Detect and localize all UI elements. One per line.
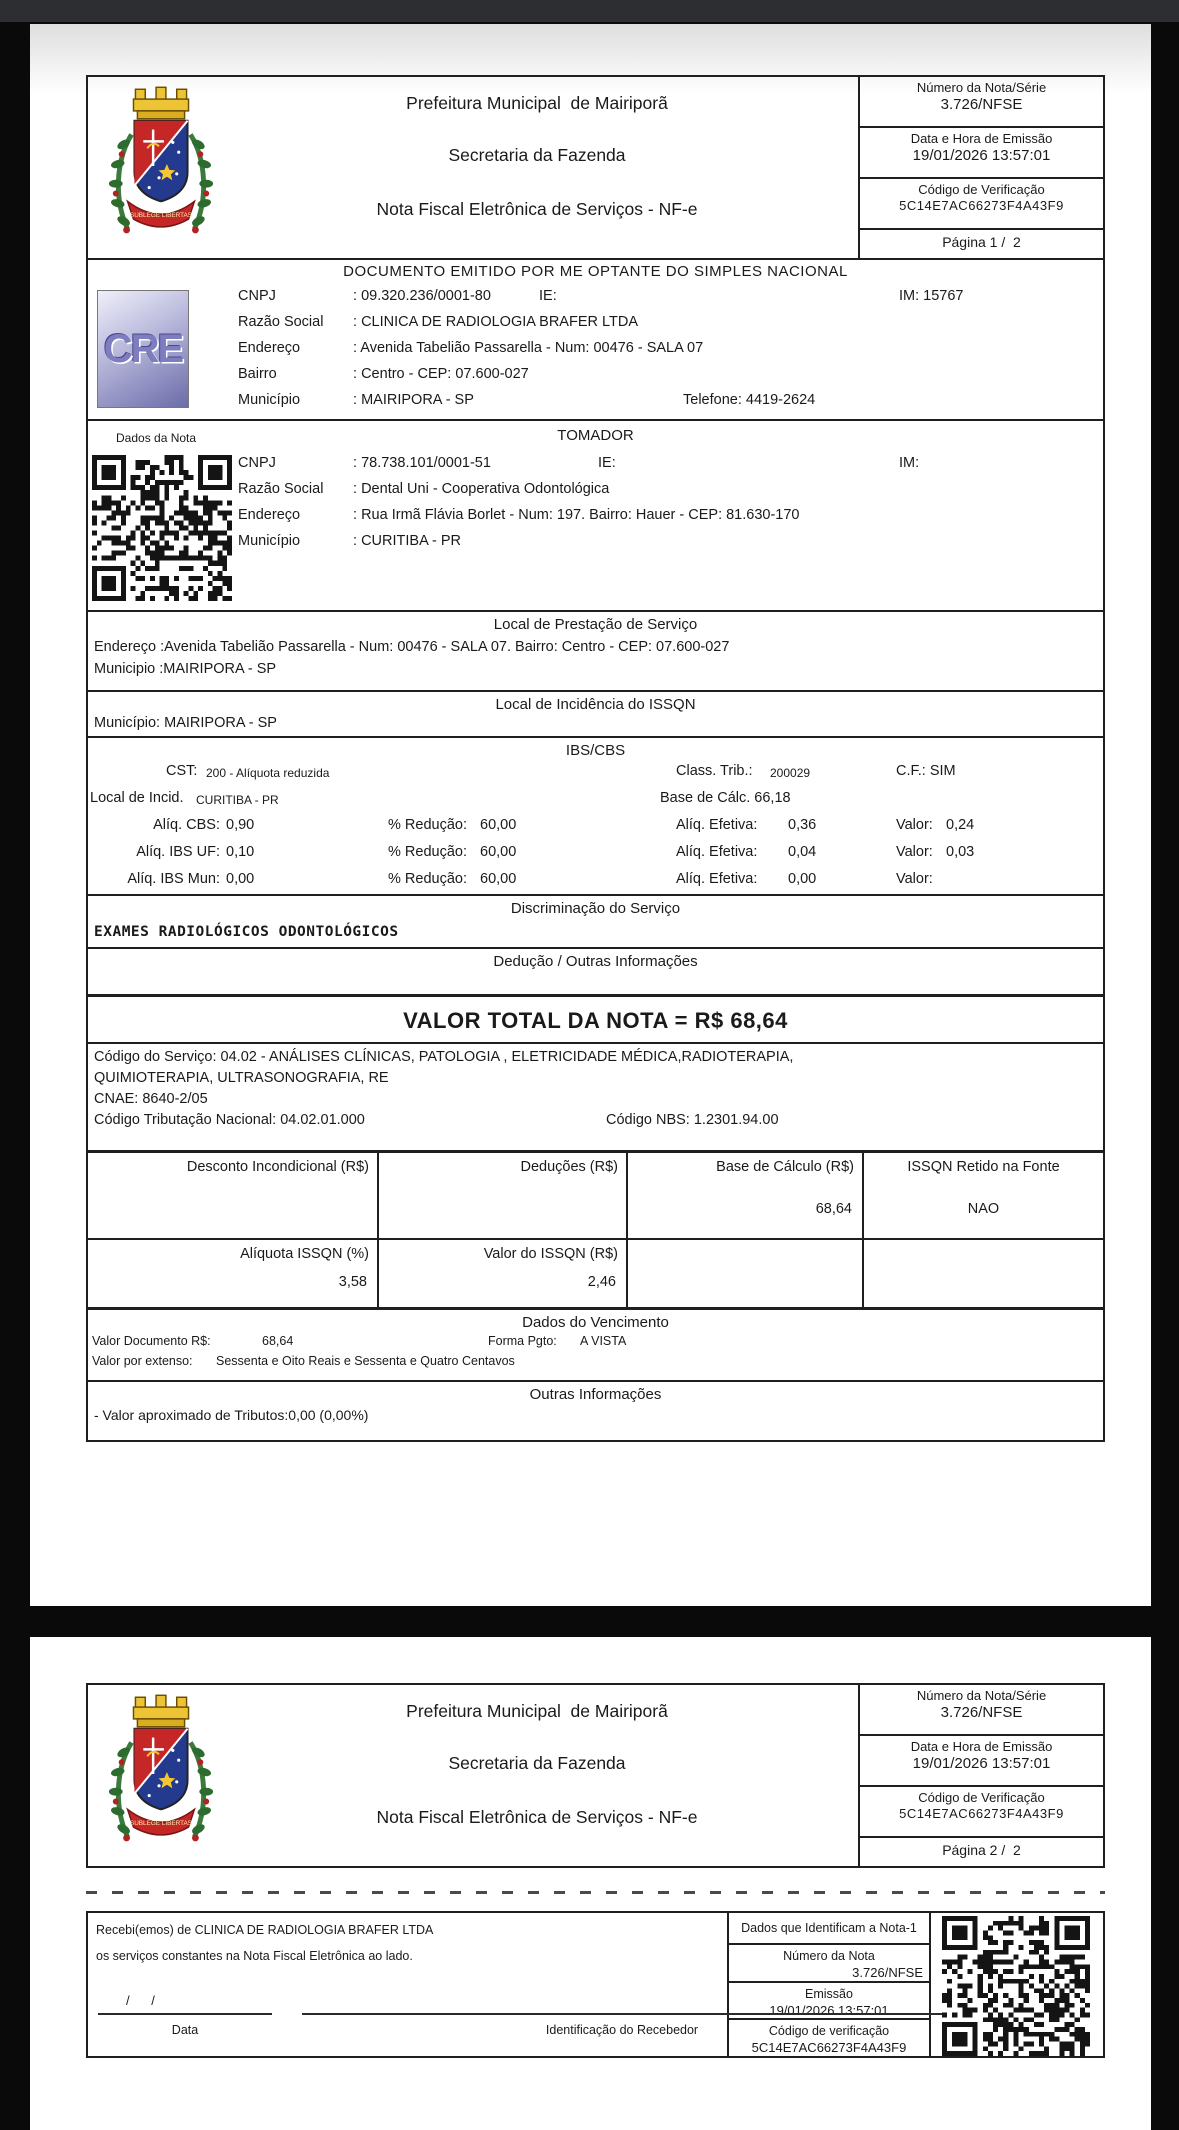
outras-title: Outras Informações — [529, 1386, 662, 1403]
section-discriminacao — [86, 894, 1105, 949]
municipal-crest-icon — [102, 83, 220, 245]
valor-documento-value: 68,64 — [262, 1334, 294, 1348]
page-indicator: Página 1 / 2 — [942, 234, 1021, 250]
provider-cnpj: : 09.320.236/0001-80 — [353, 288, 491, 304]
emission-label: Data e Hora de Emissão — [910, 1739, 1053, 1754]
reducao-value: 60,00 — [480, 817, 517, 833]
issuer-title: Prefeitura Municipal de Mairiporã — [406, 1701, 668, 1721]
cut-line — [86, 1891, 1105, 1894]
discriminacao-texto: EXAMES RADIOLÓGICOS ODONTOLÓGICOS — [94, 924, 399, 940]
incidencia-title: Local de Incidência do ISSQN — [495, 696, 696, 713]
totals-table — [86, 1150, 1105, 1240]
aliq-ibsmun-label: Alíq. IBS Mun: — [127, 871, 220, 887]
receipt-emissao: 19/01/2026 13:57:01 — [769, 2002, 889, 2018]
provider-endereco: : Avenida Tabelião Passarella - Num: 00476 - SALA 07 — [353, 340, 704, 356]
tomador-cnpj-label: CNPJ — [238, 455, 276, 471]
receipt-left — [88, 1913, 727, 2056]
receiver-signature-line — [302, 2013, 942, 2015]
date-signature-line — [98, 2013, 272, 2015]
prestacao-endereco: Endereço :Avenida Tabelião Passarella - Num: 00476 - SALA 07. Bairro: Centro - CEP: 07.600-027 — [94, 639, 730, 655]
section-local-prestacao — [86, 610, 1105, 692]
efetiva-value: 0,36 — [788, 817, 817, 833]
crest-motto: SUBLEGE LIBERTAS — [129, 212, 193, 220]
section-header-p2 — [86, 1683, 1105, 1868]
tributos-aproximados: - Valor aproximado de Tributos:0,00 (0,00%) — [94, 1407, 369, 1423]
issuer-title: Prefeitura Municipal de Mairiporã — [406, 93, 668, 113]
extenso-label: Valor por extenso: — [92, 1354, 193, 1368]
data-label: Data — [171, 2023, 199, 2037]
base-calculo-value: 68,64 — [815, 1201, 852, 1217]
valor-label: Valor: — [896, 871, 933, 887]
receipt-numero: 3.726/NFSE — [852, 1965, 923, 1980]
provider-logo — [97, 290, 189, 408]
cell-aliquota-issqn — [88, 1240, 377, 1307]
emission-datetime: 19/01/2026 13:57:01 — [912, 147, 1051, 164]
reducao-label: % Redução: — [388, 817, 467, 833]
valor-issqn-header: Valor do ISSQN (R$) — [483, 1246, 618, 1262]
codigo-servico-linha2: QUIMIOTERAPIA, ULTRASONOGRAFIA, RE — [94, 1070, 389, 1086]
reducao-label: % Redução: — [388, 844, 467, 860]
vencimento-title: Dados do Vencimento — [522, 1314, 669, 1331]
codigo-nbs: Código NBS: 1.2301.94.00 — [606, 1112, 779, 1128]
nota-qr-code — [92, 455, 232, 601]
document-page-1 — [30, 24, 1151, 1606]
recebi-linha1: Recebi(emos) de CLINICA DE RADIOLOGIA BRAFER LTDA — [96, 1923, 434, 1937]
section-codigo-servico — [86, 1042, 1105, 1152]
cf-value: C.F.: SIM — [896, 763, 956, 779]
provider-im: IM: 15767 — [899, 288, 964, 304]
aliq-ibsuf-value: 0,10 — [226, 844, 255, 860]
class-trib-label: Class. Trib.: — [676, 763, 753, 779]
incidencia-municipio: Município: MAIRIPORA - SP — [94, 715, 277, 731]
tomador-municipio-label: Município — [238, 533, 301, 549]
forma-pgto-value: A VISTA — [580, 1334, 627, 1348]
crest-motto: SUBLEGE LIBERTAS — [129, 1820, 193, 1828]
valor-label: Valor: — [896, 817, 933, 833]
date-slashes: / / — [126, 1993, 155, 2008]
prestacao-municipio: Municipio :MAIRIPORA - SP — [94, 661, 277, 677]
receipt-codigo-label: Código de verificação — [768, 2024, 890, 2039]
tomador-endereco-label: Endereço — [238, 507, 301, 523]
cell-base-calculo — [626, 1153, 862, 1238]
efetiva-label: Alíq. Efetiva: — [676, 871, 758, 887]
top-bar — [0, 0, 1179, 22]
document-page-2 — [30, 1637, 1151, 2130]
tomador-ie-label: IE: — [598, 455, 616, 471]
efetiva-label: Alíq. Efetiva: — [676, 817, 758, 833]
base-calc-value: Base de Cálc. 66,18 — [660, 790, 791, 806]
verification-label: Código de Verificação — [918, 1790, 1045, 1805]
id-box-title: Dados que Identificam a Nota-1 — [729, 1913, 929, 1945]
valor-label: Valor: — [896, 844, 933, 860]
ibs-row — [88, 840, 1103, 867]
base-calculo-header: Base de Cálculo (R$) — [716, 1159, 854, 1175]
provider-razao: : CLINICA DE RADIOLOGIA BRAFER LTDA — [353, 314, 638, 330]
emission-datetime: 19/01/2026 13:57:01 — [912, 1755, 1051, 1772]
cell-empty — [862, 1240, 1103, 1307]
recebi-linha2: os serviços constantes na Nota Fiscal Eletrônica ao lado. — [96, 1949, 413, 1963]
aliq-cbs-value: 0,90 — [226, 817, 255, 833]
valor-value: 0,24 — [946, 817, 975, 833]
efetiva-value: 0,00 — [788, 871, 817, 887]
cell-valor-issqn — [377, 1240, 626, 1307]
deducoes-header: Deduções (R$) — [520, 1159, 618, 1175]
provider-razao-label: Razão Social — [238, 314, 324, 330]
section-valor-total — [86, 994, 1105, 1044]
provider-endereco-label: Endereço — [238, 340, 301, 356]
class-trib-value: 200029 — [770, 766, 811, 780]
section-vencimento — [86, 1307, 1105, 1382]
receipt-codigo: 5C14E7AC66273F4A43F9 — [751, 2040, 907, 2056]
local-incid-value: CURITIBA - PR — [196, 793, 279, 807]
aliq-ibsmun-value: 0,00 — [226, 871, 255, 887]
aliq-cbs-label: Alíq. CBS: — [153, 817, 220, 833]
provider-municipio-label: Município — [238, 392, 301, 408]
valor-issqn-value: 2,46 — [587, 1274, 616, 1290]
tomador-title: TOMADOR — [557, 427, 634, 444]
local-incid-label: Local de Incid. — [90, 790, 184, 806]
cell-deducoes — [377, 1153, 626, 1238]
tomador-endereco: : Rua Irmã Flávia Borlet - Num: 197. Bairro: Hauer - CEP: 81.630-170 — [353, 507, 800, 523]
desconto-header: Desconto Incondicional (R$) — [186, 1159, 369, 1175]
cst-value: 200 - Alíquota reduzida — [206, 766, 330, 780]
deducao-title: Dedução / Outras Informações — [493, 953, 698, 970]
document-type: Nota Fiscal Eletrônica de Serviços - NF-e — [376, 199, 698, 219]
nota-number: 3.726/NFSE — [940, 1704, 1023, 1721]
issuer-subtitle: Secretaria da Fazenda — [448, 1753, 626, 1773]
section-local-incidencia — [86, 690, 1105, 738]
ibs-row — [88, 813, 1103, 840]
valor-value: 0,03 — [946, 844, 975, 860]
tomador-im-label: IM: — [899, 455, 920, 471]
emission-label: Data e Hora de Emissão — [910, 131, 1053, 146]
reducao-value: 60,00 — [480, 871, 517, 887]
extenso-value: Sessenta e Oito Reais e Sessenta e Quatro Centavos — [216, 1354, 515, 1368]
codigo-servico-linha1: Código do Serviço: 04.02 - ANÁLISES CLÍNICAS, PATOLOGIA , ELETRICIDADE MÉDICA,RADIOTERAPIA, — [94, 1049, 794, 1065]
discriminacao-title: Discriminação do Serviço — [510, 900, 681, 917]
receipt-qr-code — [942, 1916, 1090, 2056]
municipal-crest-icon — [102, 1691, 220, 1853]
aliquota-issqn-header: Alíquota ISSQN (%) — [240, 1246, 369, 1262]
nota-info-box — [858, 77, 1103, 258]
cell-issqn-retido — [862, 1153, 1103, 1238]
cell-empty — [626, 1240, 862, 1307]
tomador-cnpj: : 78.738.101/0001-51 — [353, 455, 491, 471]
receipt-numero-label: Número da Nota — [783, 1949, 875, 1963]
document-type: Nota Fiscal Eletrônica de Serviços - NF-e — [376, 1807, 698, 1827]
cnae: CNAE: 8640-2/05 — [94, 1091, 208, 1107]
valor-documento-label: Valor Documento R$: — [92, 1334, 211, 1348]
receipt-right — [931, 1913, 1103, 2056]
section-prestador — [86, 258, 1105, 421]
nota-number-label: Número da Nota/Série — [916, 80, 1047, 95]
provider-municipio: : MAIRIPORA - SP — [353, 392, 474, 408]
valor-total-text: VALOR TOTAL DA NOTA = R$ 68,64 — [403, 1008, 788, 1033]
issqn-retido-value: NAO — [967, 1201, 1000, 1217]
simples-nacional-banner: DOCUMENTO EMITIDO POR ME OPTANTE DO SIMPLES NACIONAL — [343, 263, 848, 280]
reducao-label: % Redução: — [388, 871, 467, 887]
tomador-razao-label: Razão Social — [238, 481, 324, 497]
reducao-value: 60,00 — [480, 844, 517, 860]
section-outras-informacoes — [86, 1380, 1105, 1442]
forma-pgto-label: Forma Pgto: — [488, 1334, 557, 1348]
section-tomador — [86, 419, 1105, 612]
provider-logo-text: CRE — [103, 326, 183, 371]
provider-bairro: : Centro - CEP: 07.600-027 — [353, 366, 529, 382]
receipt-stub — [86, 1911, 1105, 2058]
dados-da-nota-label: Dados da Nota — [116, 431, 197, 445]
verification-label: Código de Verificação — [918, 182, 1045, 197]
provider-telefone: Telefone: 4419-2624 — [683, 392, 816, 408]
page-indicator: Página 2 / 2 — [942, 1842, 1021, 1858]
recebedor-label: Identificação do Recebedor — [545, 2023, 699, 2037]
issqn-retido-header: ISSQN Retido na Fonte — [907, 1159, 1060, 1175]
tomador-municipio: : CURITIBA - PR — [353, 533, 461, 549]
nota-info-box — [858, 1685, 1103, 1866]
efetiva-label: Alíq. Efetiva: — [676, 844, 758, 860]
ibs-title: IBS/CBS — [565, 742, 626, 759]
verification-code: 5C14E7AC66273F4A43F9 — [899, 198, 1064, 213]
nota-number: 3.726/NFSE — [940, 96, 1023, 113]
provider-bairro-label: Bairro — [238, 366, 277, 382]
cell-desconto — [88, 1153, 377, 1238]
codigo-tributacao-nacional: Código Tributação Nacional: 04.02.01.000 — [94, 1112, 365, 1128]
aliq-ibsuf-label: Alíq. IBS UF: — [136, 844, 220, 860]
issuer-subtitle: Secretaria da Fazenda — [448, 145, 626, 165]
cst-label: CST: — [166, 763, 198, 779]
aliquota-issqn-value: 3,58 — [338, 1274, 367, 1290]
ibs-row — [88, 867, 1103, 894]
section-header — [86, 75, 1105, 260]
provider-cnpj-label: CNPJ — [238, 288, 276, 304]
section-deducao — [86, 947, 1105, 996]
tomador-razao: : Dental Uni - Cooperativa Odontológica — [353, 481, 610, 497]
totals-table-2 — [86, 1238, 1105, 1309]
verification-code: 5C14E7AC66273F4A43F9 — [899, 1806, 1064, 1821]
nota-number-label: Número da Nota/Série — [916, 1688, 1047, 1703]
receipt-emissao-label: Emissão — [805, 1986, 853, 2001]
efetiva-value: 0,04 — [788, 844, 817, 860]
local-prestacao-title: Local de Prestação de Serviço — [493, 616, 698, 633]
section-ibs-cbs — [86, 736, 1105, 896]
provider-ie-label: IE: — [539, 288, 557, 304]
